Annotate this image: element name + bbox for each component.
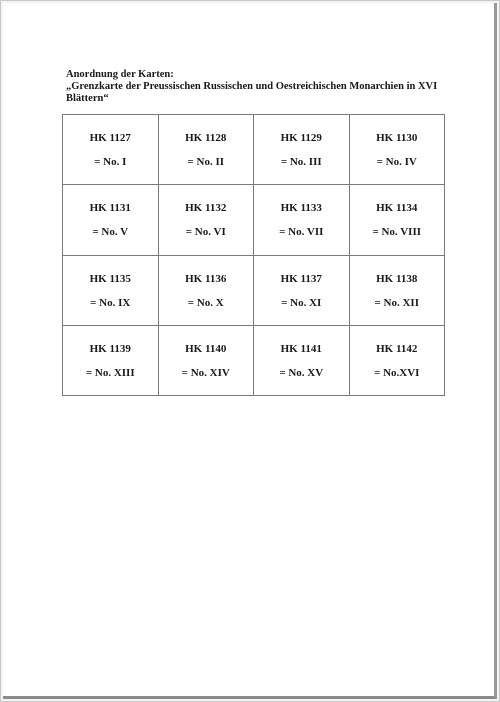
sheet-number: = No.XVI bbox=[374, 366, 420, 379]
hk-number: HK 1129 bbox=[280, 132, 322, 144]
sheet-number: = No. VII bbox=[279, 226, 324, 239]
sheet-number: = No. XII bbox=[374, 296, 419, 309]
table-cell bbox=[158, 255, 254, 325]
hk-number: HK 1139 bbox=[89, 342, 131, 355]
table-cell bbox=[158, 115, 254, 185]
hk-number: HK 1127 bbox=[89, 132, 131, 144]
hk-number: HK 1130 bbox=[376, 132, 418, 144]
map-arrangement-table bbox=[62, 114, 445, 396]
document-heading bbox=[66, 69, 466, 105]
table-cell bbox=[63, 115, 159, 185]
table-row bbox=[63, 115, 445, 185]
table-cell bbox=[158, 325, 254, 395]
hk-number: HK 1138 bbox=[376, 272, 418, 285]
table-cell bbox=[349, 325, 445, 395]
hk-number: HK 1135 bbox=[89, 272, 131, 285]
sheet-number: = No. IV bbox=[376, 156, 417, 168]
hk-number: HK 1142 bbox=[376, 342, 418, 355]
hk-number: HK 1133 bbox=[280, 202, 322, 215]
sheet-number: = No. XI bbox=[281, 296, 322, 309]
heading-line-1: Anordnung der Karten: bbox=[66, 69, 174, 80]
table-row bbox=[63, 325, 445, 395]
sheet-number: = No. VI bbox=[185, 226, 226, 239]
hk-number: HK 1134 bbox=[376, 202, 418, 215]
table-cell bbox=[254, 115, 350, 185]
sheet-number: = No. I bbox=[94, 156, 127, 168]
hk-number: HK 1128 bbox=[185, 132, 227, 144]
table-cell bbox=[254, 255, 350, 325]
sheet-number: = No. XIII bbox=[85, 366, 135, 379]
sheet-number: = No. X bbox=[187, 296, 224, 309]
sheet-number: = No. IX bbox=[90, 296, 131, 309]
table-cell bbox=[349, 115, 445, 185]
sheet-number: = No. V bbox=[92, 226, 129, 239]
sheet-number: = No. XV bbox=[279, 366, 324, 379]
table-cell bbox=[63, 325, 159, 395]
table-cell bbox=[254, 185, 350, 255]
heading-line-3: Blättern“ bbox=[66, 93, 109, 104]
sheet-number: = No. XIV bbox=[181, 366, 230, 379]
table-cell bbox=[63, 185, 159, 255]
table-cell bbox=[158, 185, 254, 255]
heading-line-2: „Grenzkarte der Preussischen Russischen und Oestreichischen Monarchien in XVI bbox=[66, 81, 438, 92]
table-cell bbox=[63, 255, 159, 325]
document-page bbox=[3, 3, 497, 699]
hk-number: HK 1137 bbox=[280, 272, 322, 285]
hk-number: HK 1140 bbox=[185, 342, 227, 355]
hk-number: HK 1132 bbox=[185, 202, 227, 215]
sheet-number: = No. II bbox=[187, 156, 225, 168]
hk-number: HK 1141 bbox=[280, 342, 322, 355]
table-row bbox=[63, 255, 445, 325]
table-cell bbox=[254, 325, 350, 395]
table-cell bbox=[349, 255, 445, 325]
table-row bbox=[63, 185, 445, 255]
table-cell bbox=[349, 185, 445, 255]
hk-number: HK 1136 bbox=[185, 272, 227, 285]
sheet-number: = No. III bbox=[280, 156, 322, 168]
sheet-number: = No. VIII bbox=[372, 226, 422, 239]
hk-number: HK 1131 bbox=[89, 202, 131, 215]
